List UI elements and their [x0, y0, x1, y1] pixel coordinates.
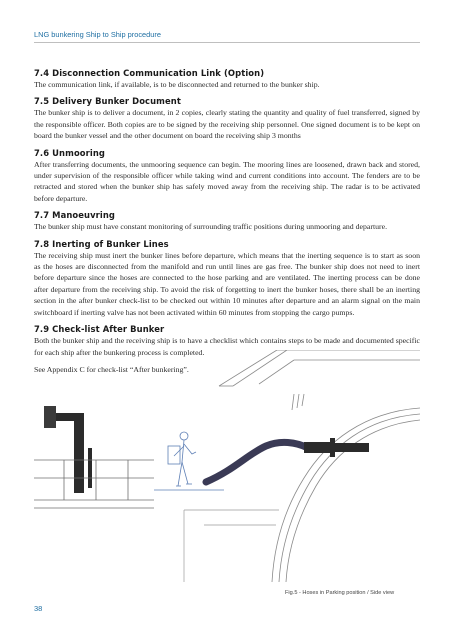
bunker-hose — [203, 438, 369, 485]
section-inerting-bunker-lines — [34, 239, 420, 318]
section-heading: 7.5 Delivery Bunker Document — [34, 96, 181, 107]
section-paragraph: The communication link, if available, is to be disconnected and returned to the bunker ship. — [34, 80, 320, 89]
hose-parking-illustration — [34, 350, 420, 585]
section-unmooring — [34, 148, 420, 205]
section-delivery-bunker-document — [34, 96, 420, 141]
section-paragraph: After transferring documents, the unmooring sequence can begin. The mooring lines are loosened, drawn back and stored, under supervision of the responsible officer while taking wind and current conditions into account. The fenders are to be retracted and stored when the bunker ship has safely moved away from the receiving ship. The radar is to be activated before departure. — [34, 159, 420, 203]
section-heading: 7.4 Disconnection Communication Link (Option) — [34, 68, 265, 78]
section-heading: 7.9 Check-list After Bunker — [34, 324, 165, 335]
section-disconnection-communication — [34, 68, 420, 90]
header-divider — [34, 42, 420, 43]
section-heading: 7.6 Unmooring — [34, 147, 106, 158]
section-paragraph: The receiving ship must inert the bunker lines before departure, which means that the inerting sequence is to start as soon as the hoses are disconnected from the manifold and run until lines are gas free. The bunker ship does not need to inert before departure since the hoses are connected to the hose parking and are ventilated. The inerting process can be done after departure from the receiving ship. To avoid the risk of forgetting to inert the bunker hoses, there shall be an inerting section in the after bunker check-list to be checked out within 10 minutes after departure and an alarm signal on the main switchboard if inerting valve has not been activated within 60 minutes from stopping the cargo pumps. — [34, 250, 420, 317]
section-paragraph: See Appendix C for check-list “After bunkering”. — [34, 364, 189, 374]
running-header: LNG bunkering Ship to Ship procedure — [34, 30, 161, 39]
section-paragraph: Both the bunker ship and the receiving ship is to have a checklist which contains steps to be made and documented specific for each ship after the bunkering process is completed. — [34, 336, 420, 357]
overhead-structure — [219, 350, 420, 386]
deck-railing — [34, 460, 154, 508]
section-manoeuvring — [34, 210, 420, 232]
page-body — [34, 68, 420, 381]
manifold-pipe — [44, 406, 92, 493]
section-paragraph: The bunker ship must have constant monitoring of surrounding traffic positions during unmooring and departure. — [34, 222, 388, 232]
page-number: 38 — [34, 604, 43, 613]
section-heading: 7.8 Inerting of Bunker Lines — [34, 238, 169, 249]
hull-lines — [184, 510, 279, 582]
figure-caption: Fig.5 - Hoses in Parking position / Side view — [285, 590, 395, 596]
section-heading: 7.7 Manoeuvring — [34, 210, 116, 221]
section-paragraph: The bunker ship is to deliver a document, in 2 copies, clearly stating the quantity and quality of fuel transferred, signed by the responsible officer. Both copies are to be signed by the receiving ship personnel. One signed document is to be kept on board the bunker vessel and the other document on board the receiving ship 3 months — [34, 108, 420, 141]
ship-bulkhead — [272, 394, 420, 582]
